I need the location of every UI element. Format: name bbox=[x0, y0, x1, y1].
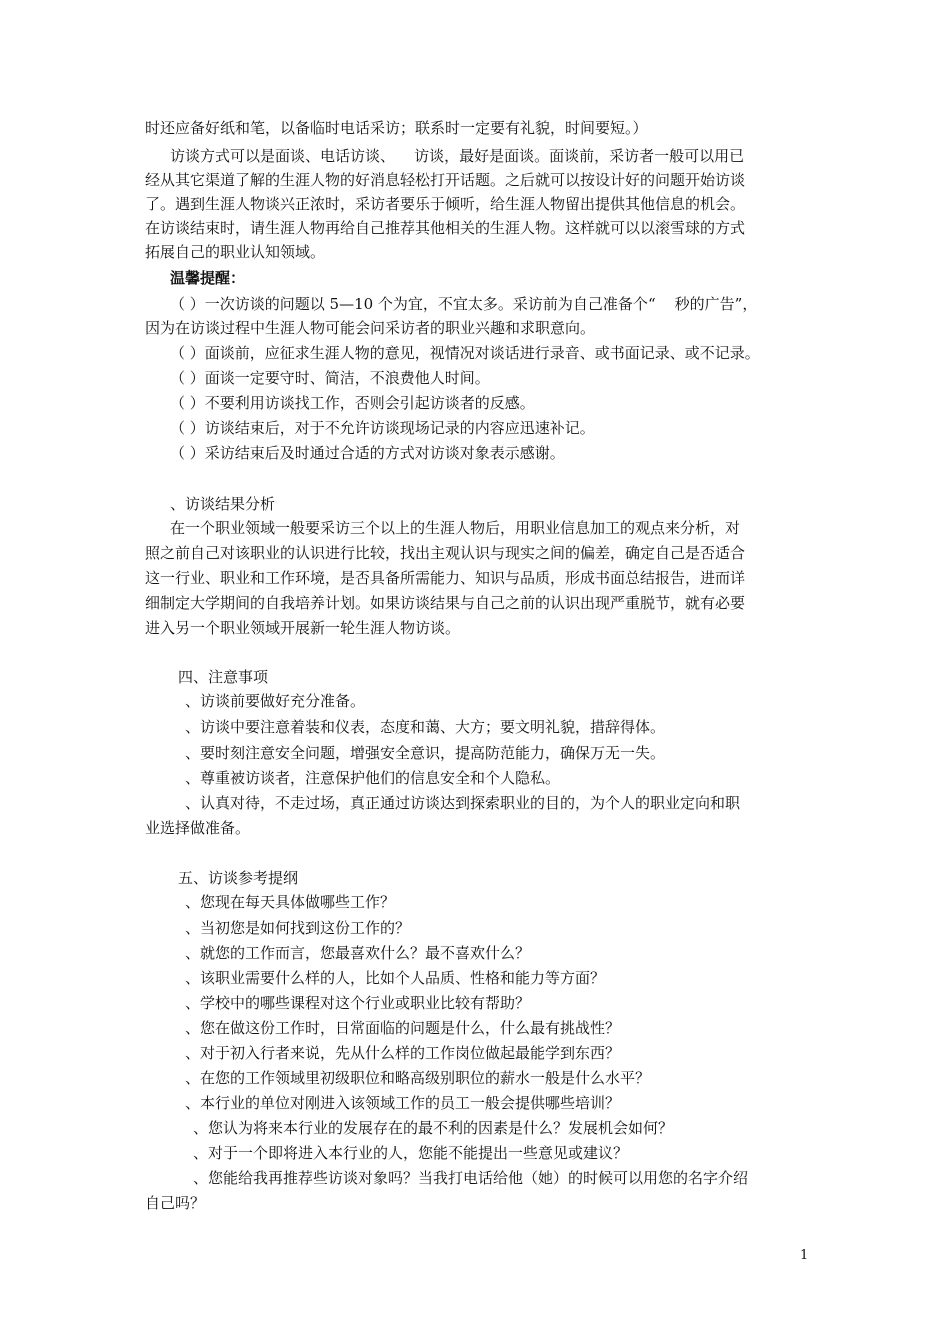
paragraph-line: 在一个职业领域一般要采访三个以上的生涯人物后，用职业信息加工的观点来分析，对 bbox=[170, 519, 741, 537]
list-item: 、要时刻注意安全问题，增强安全意识，提高防范能力，确保万无一失。 bbox=[185, 744, 666, 762]
list-item: 自己吗？ bbox=[145, 1194, 206, 1212]
paragraph-line: 细制定大学期间的自我培养计划。如果访谈结果与自己之前的认识出现严重脱节，就有必要 bbox=[145, 594, 746, 612]
list-item: 、在您的工作领域里初级职位和略高级别职位的薪水一般是什么水平？ bbox=[185, 1069, 651, 1087]
paragraph-line: 在访谈结束时，请生涯人物再给自己推荐其他相关的生涯人物。这样就可以以滚雪球的方式 bbox=[145, 219, 746, 237]
list-item: 、访谈中要注意着装和仪表，态度和蔼、大方；要文明礼貌，措辞得体。 bbox=[185, 718, 666, 736]
tips-heading: 温馨提醒： bbox=[170, 269, 246, 287]
tip-item: （ ）不要利用访谈找工作，否则会引起访谈者的反感。 bbox=[170, 394, 535, 412]
paragraph-line: 访谈方式可以是面谈、电话访谈、 访谈，最好是面谈。面谈前，采访者一般可以用已 bbox=[170, 147, 745, 165]
section-heading: 四、注意事项 bbox=[178, 668, 269, 686]
tip-item: （ ）面谈前，应征求生涯人物的意见，视情况对谈话进行录音、或书面记录、或不记录。 bbox=[170, 344, 760, 362]
list-item: 、当初您是如何找到这份工作的？ bbox=[185, 919, 411, 937]
tip-item: （ ）采访结束后及时通过合适的方式对访谈对象表示感谢。 bbox=[170, 444, 565, 462]
paragraph-line: 时还应备好纸和笔，以备临时电话采访；联系时一定要有礼貌，时间要短。） bbox=[145, 119, 648, 137]
list-item: 、认真对待，不走过场，真正通过访谈达到探索职业的目的，为个人的职业定向和职 bbox=[185, 794, 741, 812]
paragraph-line: 拓展自己的职业认知领域。 bbox=[145, 243, 326, 261]
list-item: 、访谈前要做好充分准备。 bbox=[185, 692, 366, 710]
tip-item: （ ）面谈一定要守时、简洁，不浪费他人时间。 bbox=[170, 369, 490, 387]
list-item: 、对于初入行者来说，先从什么样的工作岗位做起最能学到东西？ bbox=[185, 1044, 621, 1062]
list-item: 、本行业的单位对刚进入该领域工作的员工一般会提供哪些培训？ bbox=[185, 1094, 621, 1112]
section-heading: 、访谈结果分析 bbox=[170, 495, 276, 513]
paragraph-line: 进入另一个职业领域开展新一轮生涯人物访谈。 bbox=[145, 619, 461, 637]
list-item: 、您能给我再推荐些访谈对象吗？当我打电话给他（她）的时候可以用您的名字介绍 bbox=[193, 1169, 749, 1187]
page-number: 1 bbox=[800, 1248, 809, 1263]
list-item: 业选择做准备。 bbox=[145, 819, 251, 837]
section-heading: 五、访谈参考提纲 bbox=[178, 869, 299, 887]
tip-item: （ ）一次访谈的问题以 5—10 个为宜，不宜太多。采访前为自己准备个“ 秒的广告”， bbox=[170, 295, 758, 313]
list-item: 、就您的工作而言，您最喜欢什么？最不喜欢什么？ bbox=[185, 944, 531, 962]
list-item: 、您认为将来本行业的发展存在的最不利的因素是什么？发展机会如何？ bbox=[193, 1119, 674, 1137]
list-item: 、尊重被访谈者，注意保护他们的信息安全和个人隐私。 bbox=[185, 769, 561, 787]
paragraph-line: 经从其它渠道了解的生涯人物的好消息轻松打开话题。之后就可以按设计好的问题开始访谈 bbox=[145, 171, 746, 189]
paragraph-line: 照之前自己对该职业的认识进行比较，找出主观认识与现实之间的偏差，确定自己是否适合 bbox=[145, 544, 746, 562]
list-item: 、对于一个即将进入本行业的人，您能不能提出一些意见或建议？ bbox=[193, 1144, 629, 1162]
list-item: 、您现在每天具体做哪些工作？ bbox=[185, 893, 396, 911]
list-item: 、您在做这份工作时，日常面临的问题是什么，什么最有挑战性？ bbox=[185, 1019, 621, 1037]
tip-item: （ ）访谈结束后，对于不允许访谈现场记录的内容应迅速补记。 bbox=[170, 419, 595, 437]
list-item: 、学校中的哪些课程对这个行业或职业比较有帮助？ bbox=[185, 994, 531, 1012]
tip-item: 因为在访谈过程中生涯人物可能会问采访者的职业兴趣和求职意向。 bbox=[145, 319, 596, 337]
list-item: 、该职业需要什么样的人，比如个人品质、性格和能力等方面？ bbox=[185, 969, 606, 987]
paragraph-line: 了。遇到生涯人物谈兴正浓时，采访者要乐于倾听，给生涯人物留出提供其他信息的机会。 bbox=[145, 195, 746, 213]
paragraph-line: 这一行业、职业和工作环境，是否具备所需能力、知识与品质，形成书面总结报告，进而详 bbox=[145, 569, 746, 587]
